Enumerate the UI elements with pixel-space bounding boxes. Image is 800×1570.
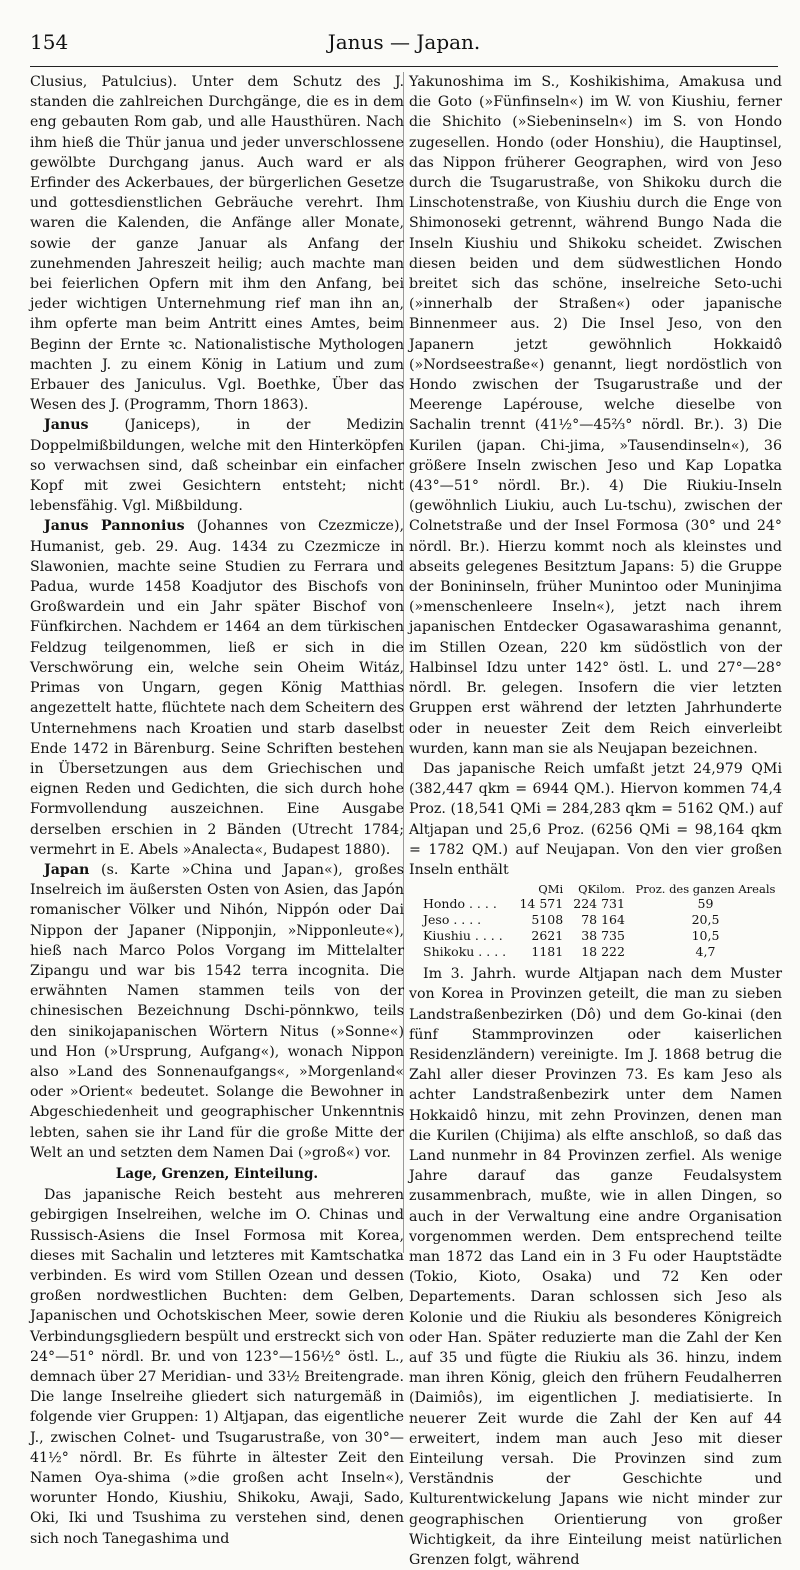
page-title: Janus — Japan. — [327, 30, 481, 54]
table-header — [409, 883, 514, 896]
table-header: QKilom. — [578, 882, 625, 897]
right-column — [409, 72, 782, 1570]
paragraph: Das japanische Reich umfaßt jetzt 24,979 QMi (382,447 qkm = 6944 QM.). Hiervon kommen 74,4 Proz. (18,541 QMi = 284,283 qkm = 5162 QM.) auf Altjapan und 25,6 Proz. (6256 QMi = 98,164 qkm = 1782 QM.) auf Neujapan. Von den vier großen Inseln enthält — [409, 760, 782, 878]
area-qmi: 2621 — [531, 928, 564, 944]
island-area-table — [409, 883, 782, 960]
area-percent: 20,5 — [691, 912, 720, 928]
section-heading: Lage, Grenzen, Einteilung. — [115, 1165, 319, 1182]
entry-text: (Janiceps), in der Medizin Doppelmißbildungen, welche mit den Hinterköpfen so verwachsen sind, daß scheinbar ein einfacher Kopf mit zwei Gesichtern entsteht; nicht lebensfähig. Vgl. Mißbildung. — [30, 417, 404, 515]
table-header: QMi — [538, 882, 564, 897]
entry-janus-misbildung — [30, 415, 404, 516]
area-qmi: 14 571 — [519, 896, 564, 912]
area-qkm: 18 222 — [581, 944, 625, 960]
area-qkm: 78 164 — [581, 912, 625, 928]
table-header-row — [409, 883, 782, 896]
area-qkm: 38 735 — [581, 928, 625, 944]
island-name: Shikoku . . . . — [423, 944, 507, 960]
table-row — [409, 912, 782, 928]
entry-lemma: Japan — [44, 861, 90, 878]
area-qmi: 1181 — [531, 944, 564, 960]
table-row — [409, 896, 782, 912]
table-row — [409, 928, 782, 944]
area-qkm: 224 731 — [573, 896, 625, 912]
entry-text: (Johannes von Czezmicze), Humanist, geb. 29. Aug. 1434 zu Czezmicze in Slawonien, machte seine Studien zu Ferrara und Padua, wurde 1458 Koadjutor des Bischofs von Großwardein und ein Jahr später Bischof von Fünfkirchen. Nachdem er 1464 an dem türkischen Feldzug teilgenommen, ließ er sich in die Verschwörung ein, welche sein Oheim Witáz, Primas von Ungarn, gegen König Matthias angezettelt hatte, flüchtete nach dem Scheitern des Unternehmens nach Kroatien und starb daselbst Ende 1472 in Bärenburg. Seine Schriften bestehen in Übersetzungen aus dem Griechischen und eignen Reden und Gedichten, die sich durch hohe Formvollendung auszeichnen. Eine Ausgabe derselben erschien in 2 Bänden (Utrecht 1784; vermehrt in E. Abels »Analecta«, Budapest 1880). — [30, 518, 404, 858]
entry-japan — [30, 860, 404, 1163]
area-percent: 59 — [697, 896, 714, 912]
area-percent: 4,7 — [695, 944, 716, 960]
table-header: Proz. des ganzen Areals — [635, 882, 776, 897]
paragraph: Clusius, Patulcius). Unter dem Schutz des J. standen die zahlreichen Durchgänge, die es in dem eng gebauten Rom gab, und alle Hausthüren. Nach ihm hieß die Thür janua und jeder unverschlossene gewölbte Durchgang janus. Auch ward er als Erfinder des Ackerbaues, der bürgerlichen Gesetze und gottesdienstlichen Gebräuche verehrt. Ihm waren die Kalenden, die Anfänge aller Monate, sowie der ganze Januar als Anfang der zunehmenden Jahreszeit heilig; auch machte man bei feierlichen Opfern mit ihm den Anfang, bei jeder wichtigen Unternehmung rief man ihn an, ihm opferte man beim Antritt eines Amtes, beim Beginn der Ernte ꝛc. Nationalistische Mythologen machten J. zu einem König in Latium und zum Erbauer des Janiculus. Vgl. Boethke, Über das Wesen des J. (Programm, Thorn 1863). — [30, 74, 404, 414]
entry-text: (s. Karte »China und Japan«), großes Inselreich im äußersten Osten von Asien, das Japón romanischer Völker und Nihón, Nippón oder Dai Nippon der Japaner (Nipponjin, »Nipponleute«), hieß nach Marco Polos Vorgang im Mittelalter Zipangu und war bis 1542 terra incognita. Die erwähnten Namen stammen teils von der chinesischen Bezeichnung Dschi-pönnkwo, teils den sinikojapanischen Wörtern Nitus (»Sonne«) und Hon (»Ursprung, Aufgang«), wonach Nippon also »Land des Sonnenaufgangs«, »Morgenland« oder »Orient« bedeutet. Solange die Bewohner in Abgeschiedenheit und geographischer Unkenntnis lebten, sahen sie ihr Land für die große Mitte der Welt an und setzten dem Namen Dai (»groß«) vor. — [30, 861, 404, 1161]
entry-lemma: Janus — [44, 417, 89, 434]
page-header — [30, 30, 778, 60]
header-rule — [30, 66, 778, 67]
page-number: 154 — [30, 30, 69, 54]
island-name: Jeso . . . . — [423, 912, 482, 928]
island-name: Kiushiu . . . . — [423, 928, 503, 944]
paragraph: Im 3. Jahrh. wurde Altjapan nach dem Muster von Korea in Provinzen geteilt, die man zu sieben Landstraßenbezirken (Dô) und dem Go-kinai (den fünf Stammprovinzen oder kaiserlichen Residenzländern) vereinigte. Im J. 1868 betrug die Zahl aller dieser Provinzen 73. Es kam Jeso als achter Landstraßenbezirk unter dem Namen Hokkaidô hinzu, mit zehn Provinzen, denen man die Kurilen (Chijima) als elfte anschloß, so daß das Land nunmehr in 84 Provinzen zerfiel. Als wenige Jahre darauf das ganze Feudalsystem zusammenbrach, mußte, wie in allen Dingen, so auch in der Verwaltung eine andre Organisation vorgenommen werden. Dem entsprechend teilte man 1872 das Land ein in 3 Fu oder Hauptstädte (Tokio, Kioto, Osaka) und 72 Ken oder Departements. Daran schlossen sich Jeso als Kolonie und die Riukiu als besonderes Königreich oder Han. Später reduzierte man die Zahl der Ken auf 35 und fügte die Riukiu als 36. hinzu, indem man ihren König, gleich den frühern Feudalherren (Daimiôs), im eigentlichen J. mediatisierte. In neuerer Zeit wurde die Zahl der Ken auf 44 erweitert, indem man auch Jeso mit dieser Einteilung versah. Die Provinzen sind zum Verständnis der Geschichte und Kulturentwickelung Japans wie nicht minder zur geographischen Orientierung von großer Wichtigkeit, da ihre Einteilung meist natürlichen Grenzen folgt, während — [409, 966, 782, 1569]
entry-lemma: Janus Pannonius — [44, 518, 185, 535]
entry-janus-pannonius — [30, 516, 404, 859]
island-name: Hondo . . . . — [423, 896, 497, 912]
area-percent: 10,5 — [691, 928, 720, 944]
left-column — [30, 72, 404, 1549]
area-qmi: 5108 — [531, 912, 564, 928]
paragraph: Yakunoshima im S., Koshikishima, Amakusa und die Goto (»Fünfinseln«) im W. von Kiushiu, ferner die Shichito (»Siebeninseln«) im S. von Hondo zugesellen. Hondo (oder Honshiu), die Hauptinsel, das Nippon früherer Geographen, wird von Jeso durch die Tsugarustraße, von Shikoku durch die Linschotenstraße, von Kiushiu durch die Enge von Shimonoseki getrennt, während Bungo Nada die Inseln Kiushiu und Shikoku scheidet. Zwischen diesen beiden und dem südwestlichen Hondo breitet sich das schöne, inselreiche Seto-uchi (»innerhalb der Straßen«) oder japanische Binnenmeer aus. 2) Die Insel Jeso, von den Japanern jetzt gewöhnlich Hokkaidô (»Nordseestraße«) genannt, liegt nordöstlich von Hondo zwischen der Tsugarustraße und der Meerenge Lapérouse, welche dieselbe von Sachalin trennt (41½°—45⅔° nördl. Br.). 3) Die Kurilen (japan. Chi-jima, »Tausendinseln«), 36 größere Inseln zwischen Jeso und Kap Lopatka (43°—51° nördl. Br.). 4) Die Riukiu-Inseln (gewöhnlich Liukiu, auch Lu-tschu), zwischen der Colnetstraße und der Insel Formosa (30° und 24° nördl. Br.). Hierzu kommt noch als kleinstes und abseits gelegenes Besitztum Japans: 5) die Gruppe der Bonininseln, früher Munintoo oder Muninjima (»menschenleere Inseln«), jetzt nach ihrem japanischen Entdecker Ogasawarashima genannt, im Stillen Ozean, 220 km südöstlich von der Halbinsel Idzu unter 142° östl. L. und 27°—28° nördl. Br. gelegen. Insofern die vier letzten Gruppen erst während der letzten Jahrhunderte oder in neuester Zeit dem Reich einverleibt wurden, kann man sie als Neujapan bezeichnen. — [409, 74, 782, 757]
table-row — [409, 944, 782, 960]
paragraph: Das japanische Reich besteht aus mehreren gebirgigen Inselreihen, welche im O. Chinas und Russisch-Asiens die Insel Formosa mit Korea, dieses mit Sachalin und letzteres mit Kamtschatka verbinden. Es wird vom Stillen Ozean und dessen großen nordwestlichen Buchten: dem Gelben, Japanischen und Ochotskischen Meer, sowie deren Verbindungsgliedern bespült und erstreckt sich von 24°—51° nördl. Br. und von 123°—156½° östl. L., demnach über 27 Meridian- und 33½ Breitengrade. Die lange Inselreihe gliedert sich naturgemäß in folgende vier Gruppen: 1) Altjapan, das eigentliche J., zwischen Colnet- und Tsugarustraße, von 30°—41½° nördl. Br. Es führte in ältester Zeit den Namen Oya-shima (»die großen acht Inseln«), worunter Hondo, Kiushiu, Shikoku, Awaji, Sado, Oki, Iki und Tsushima zu verstehen sind, denen sich noch Tanegashima und — [30, 1187, 404, 1547]
